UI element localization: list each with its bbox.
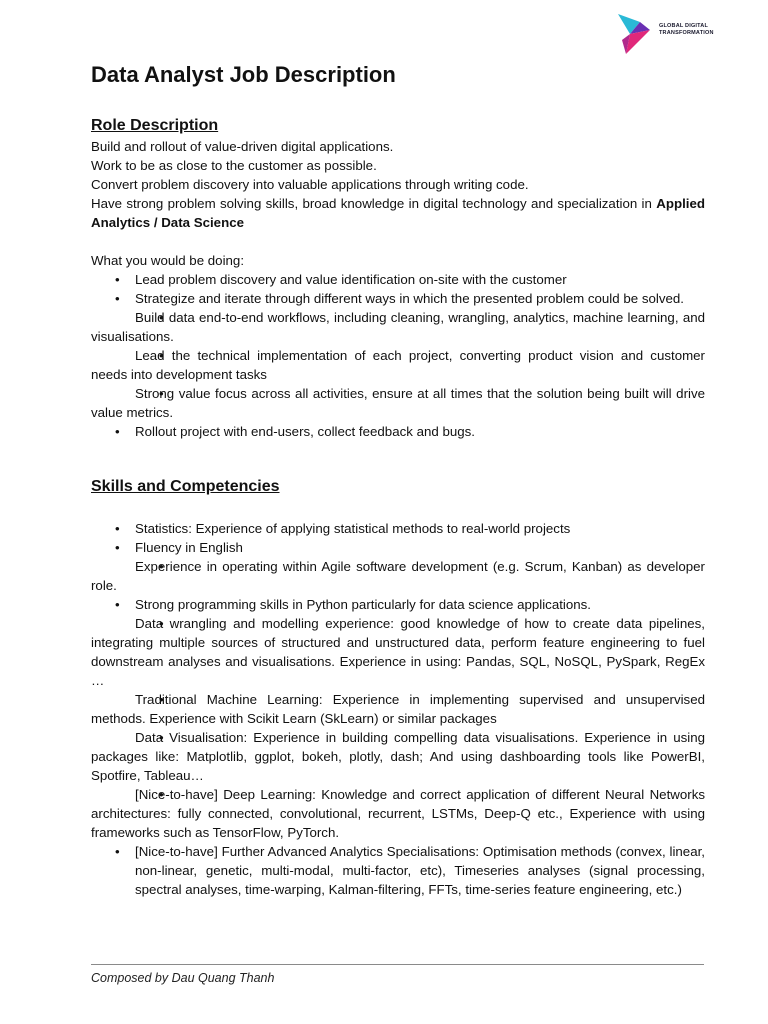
logo-line-2: TRANSFORMATION [659,30,714,36]
role-line-2: Work to be as close to the customer as possible. [91,158,377,173]
document-body [91,58,705,899]
doing-item-4: • Lead the technical implementation of each project, converting product vision and customer needs into development tasks [91,346,705,384]
role-heading: Role Description [91,117,219,134]
role-line-1: Build and rollout of value-driven digital applications. [91,139,394,154]
role-strong-skills-text: Have strong problem solving skills, broad knowledge in digital technology and specialization in [91,196,652,211]
footer-author: Composed by Dau Quang Thanh [91,971,275,985]
skill-item-6: • Traditional Machine Learning: Experience in implementing supervised and unsupervised methods. Experience with Scikit Learn (SkLearn) or similar packages [91,690,705,728]
skills-list [91,519,705,899]
role-strong-skills [91,194,705,232]
skill-item-2: • Fluency in English [91,538,705,557]
skills-heading: Skills and Competencies [91,478,280,495]
doing-item-5: • Strong value focus across all activities, ensure at all times that the solution being built will drive value metrics. [91,384,705,422]
skill-item-4: • Strong programming skills in Python particularly for data science applications. [91,595,705,614]
logo-mark-icon [616,12,656,58]
role-line-3: Convert problem discovery into valuable applications through writing code. [91,177,529,192]
doing-item-6: • Rollout project with end-users, collect feedback and bugs. [91,422,705,441]
skill-item-1: • Statistics: Experience of applying statistical methods to real-world projects [91,519,705,538]
skill-item-3: • Experience in operating within Agile software development (e.g. Scrum, Kanban) as developer role. [91,557,705,595]
page-title: Data Analyst Job Description [91,62,396,87]
doing-item-2: • Strategize and iterate through different ways in which the presented problem could be solved. [91,289,705,308]
skill-item-7: • Data Visualisation: Experience in building compelling data visualisations. Experience in using packages like: Matplotlib, ggplot, bokeh, plotly, dash; And using dashboarding tools like PowerBI, Spotfire, Tableau… [91,728,705,785]
doing-item-1: • Lead problem discovery and value identification on-site with the customer [91,270,705,289]
skill-item-9: • [Nice-to-have] Further Advanced Analytics Specialisations: Optimisation methods (convex, linear, non-linear, genetic, multi-modal, multi-factor, etc), Timeseries analyses (signal processing, spectral analyses, time-warping, Kalman-filtering, FFTs, time-series feature engineering, etc.) [91,842,705,899]
role-specialization: Applied Analytics / Data Science [91,196,705,230]
skill-item-8: • [Nice-to-have] Deep Learning: Knowledge and correct application of different Neural Networks architectures: fully connected, convolutional, recurrent, LSTMs, Deep-Q etc., Experience with using frameworks such as TensorFlow, PyTorch. [91,785,705,842]
doing-list [91,270,705,441]
company-logo [616,12,726,58]
logo-wordmark [659,23,714,37]
footer-divider [91,964,704,965]
doing-item-3: • Build data end-to-end workflows, including cleaning, wrangling, analytics, machine learning, and visualisations. [91,308,705,346]
logo-line-1: GLOBAL DIGITAL [659,23,709,29]
doing-intro: What you would be doing: [91,253,245,268]
skill-item-5: • Data wrangling and modelling experience: good knowledge of how to create data pipelines, integrating multiple sources of structured and unstructured data, perform feature engineering to fuel downstream analyses and visualisations. Experience in using: Pandas, SQL, NoSQL, PySpark, RegEx … [91,614,705,690]
